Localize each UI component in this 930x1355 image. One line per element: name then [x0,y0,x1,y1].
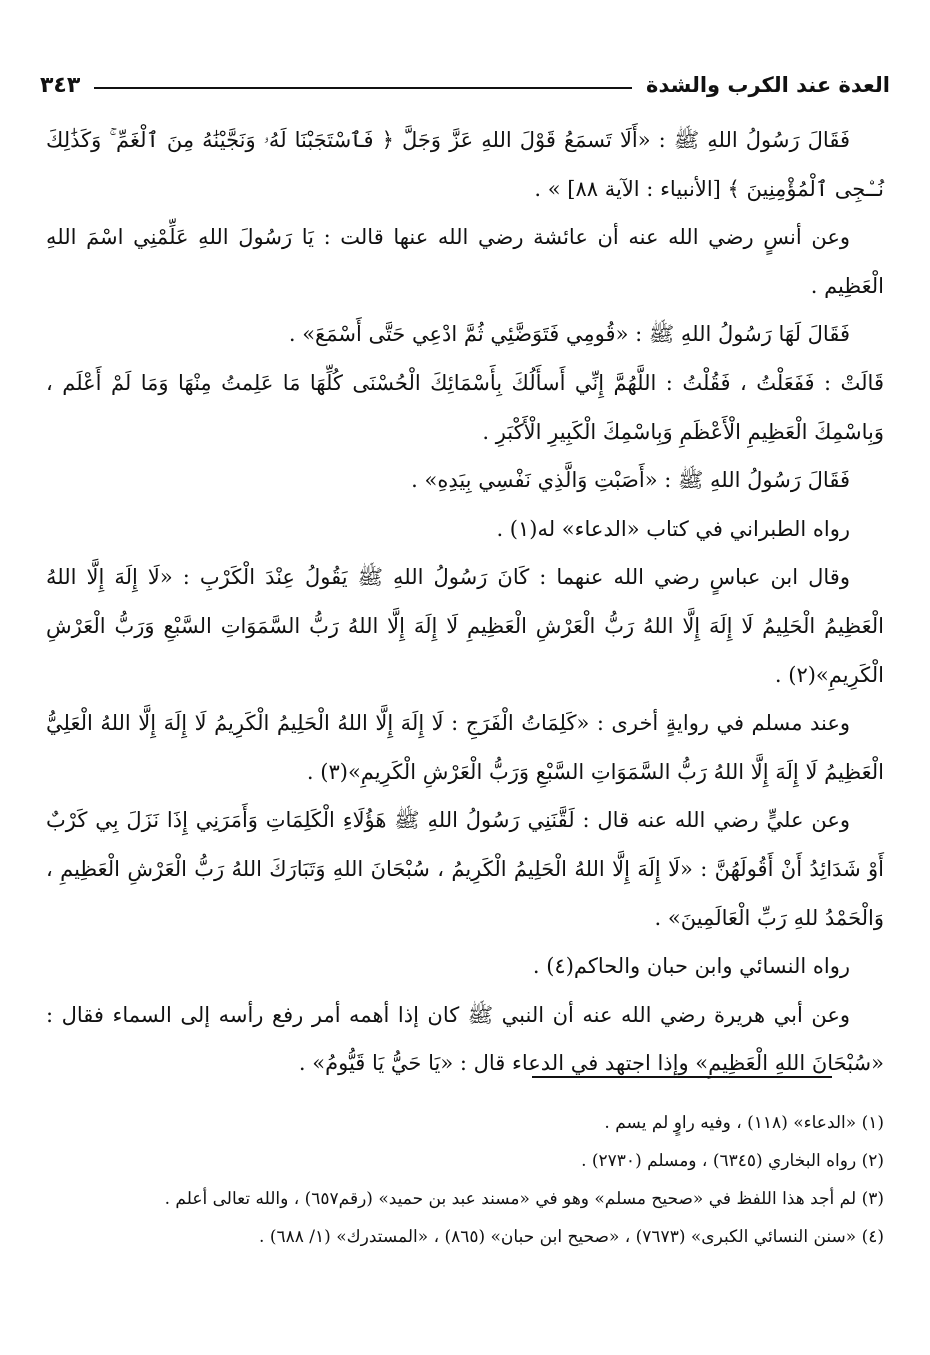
paragraph: وعن أنسٍ رضي الله عنه أن عائشة رضي الله عنها قالت : يَا رَسُولَ اللهِ عَلِّمْنِي اسْمَ اللهِ الْعَظِيم . [46,225,884,298]
chapter-title: العدة عند الكرب والشدة [646,73,890,97]
footnotes [46,1106,884,1258]
paragraph: وقال ابن عباسٍ رضي الله عنهما : كَانَ رَسُولُ اللهِ ﷺ يَقُولُ عِنْدَ الْكَرْبِ : «لَا إِلَهَ إِلَّا اللهُ الْعَظِيمُ الْحَلِيمُ لَا إِلَهَ إِلَّا اللهُ رَبُّ الْعَرْشِ الْعَظِيمِ لَا إِلَهَ إِلَّا اللهُ رَبُّ السَّمَوَاتِ السَّبْعِ وَرَبُّ الْعَرْشِ الْكَرِيمِ»(٢) . [46,565,884,687]
paragraph: رواه النسائي وابن حبان والحاكم(٤) . [532,954,850,979]
running-header [40,62,890,108]
paragraph: وعن عليٍّ رضي الله عنه قال : لَقَّنَنِي رَسُولُ اللهِ ﷺ هَؤُلَاءِ الْكَلِمَاتِ وَأَمَرَنِي إِذَا نَزَلَ بِي كَرْبٌ أَوْ شَدَائِدُ أَنْ أَقُولَهُنَّ : «لَا إِلَهَ إِلَّا اللهُ الْحَلِيمُ الْكَرِيمُ ، سُبْحَانَ اللهِ وَتَبَارَكَ اللهُ رَبُّ الْعَرْشِ الْعَظِيمِ ، وَالْحَمْدُ للهِ رَبِّ الْعَالَمِينَ» . [46,808,884,930]
footnote: (٣) لم أجد هذا اللفظ في «صحيح مسلم» وهو في «مسند عبد بن حميد» (رقم٦٥٧) ، والله تعالى أعلم . [164,1189,884,1209]
paragraph: قَالَتْ : فَفَعَلْتُ ، فَقُلْتُ : اللَّهُمَّ إِنِّي أَسأَلُكَ بِأَسْمَائِكَ الْحُسْنَى كُلِّهَا مَا عَلِمتُ مِنْهَا وَمَا لَمْ أَعْلَم ، وَبِاسْمِكَ الْعَظِيمِ الْأَعْظَمِ وَبِاسْمِكَ الْكَبِيرِ الْأَكْبَرِ . [46,370,884,444]
paragraph: فَقَالَ لَهَا رَسُولُ اللهِ ﷺ : «قُومِي فَتَوَضَّئِي ثُمَّ ادْعِي حَتَّى أَسْمَعَ» . [288,322,850,347]
footnote: (٢) رواه البخاري (٦٣٤٥) ، ومسلم (٢٧٣٠) . [581,1151,884,1171]
paragraph: فَقَالَ رَسُولُ اللهِ ﷺ : «أَصَبْتِ وَالَّذِي نَفْسِي بِيَدِهِ» . [411,468,850,493]
header-rule [94,87,632,89]
page-number: ٣٤٣ [40,72,81,98]
paragraph: فَقَالَ رَسُولُ اللهِ ﷺ : «أَلَا تَسمَعُ قَوْلَ اللهِ عَزَّ وَجَلَّ ﴿ فَٱسْتَجَبْنَا لَهُۥ وَنَجَّيْنَٰهُ مِنَ ٱلْغَمِّ ۚ وَكَذَٰلِكَ نُـۨجِى ٱلْمُؤْمِنِينَ ﴾ [الأنبياء : الآية ٨٨] » . [46,128,884,201]
footnote-separator [532,1076,832,1078]
paragraph: وعن أبي هريرة رضي الله عنه أن النبي ﷺ كان إذا أهمه أمر رفع رأسه إلى السماء فقال : «سُبْحَانَ اللهِ الْعَظِيمِ» وإذا اجتهد في الدعاء قال : «يَا حَيُّ يَا قَيُّومُ» . [46,1002,884,1076]
main-text [46,116,884,1088]
footnote: (١) «الدعاء» (١١٨) ، وفيه راوٍ لم يسم . [604,1113,884,1133]
paragraph: رواه الطبراني في كتاب «الدعاء» له(١) . [496,516,850,541]
footnote: (٤) «سنن النسائي الكبرى» (٧٦٧٣) ، «صحيح ابن حبان» (٨٦٥) ، «المستدرك» (١/ ٦٨٨) . [259,1227,884,1247]
paragraph: وعند مسلم في روايةٍ أخرى : «كَلِمَاتُ الْفَرَجِ : لَا إِلَهَ إِلَّا اللهُ الْحَلِيمُ الْكَرِيمُ لَا إِلَهَ إِلَّا اللهُ الْعَلِيُّ الْعَظِيمُ لَا إِلَهَ إِلَّا اللهُ رَبُّ السَّمَوَاتِ السَّبْعِ وَرَبُّ الْعَرْشِ الْكَرِيمِ»(٣) . [46,711,884,784]
